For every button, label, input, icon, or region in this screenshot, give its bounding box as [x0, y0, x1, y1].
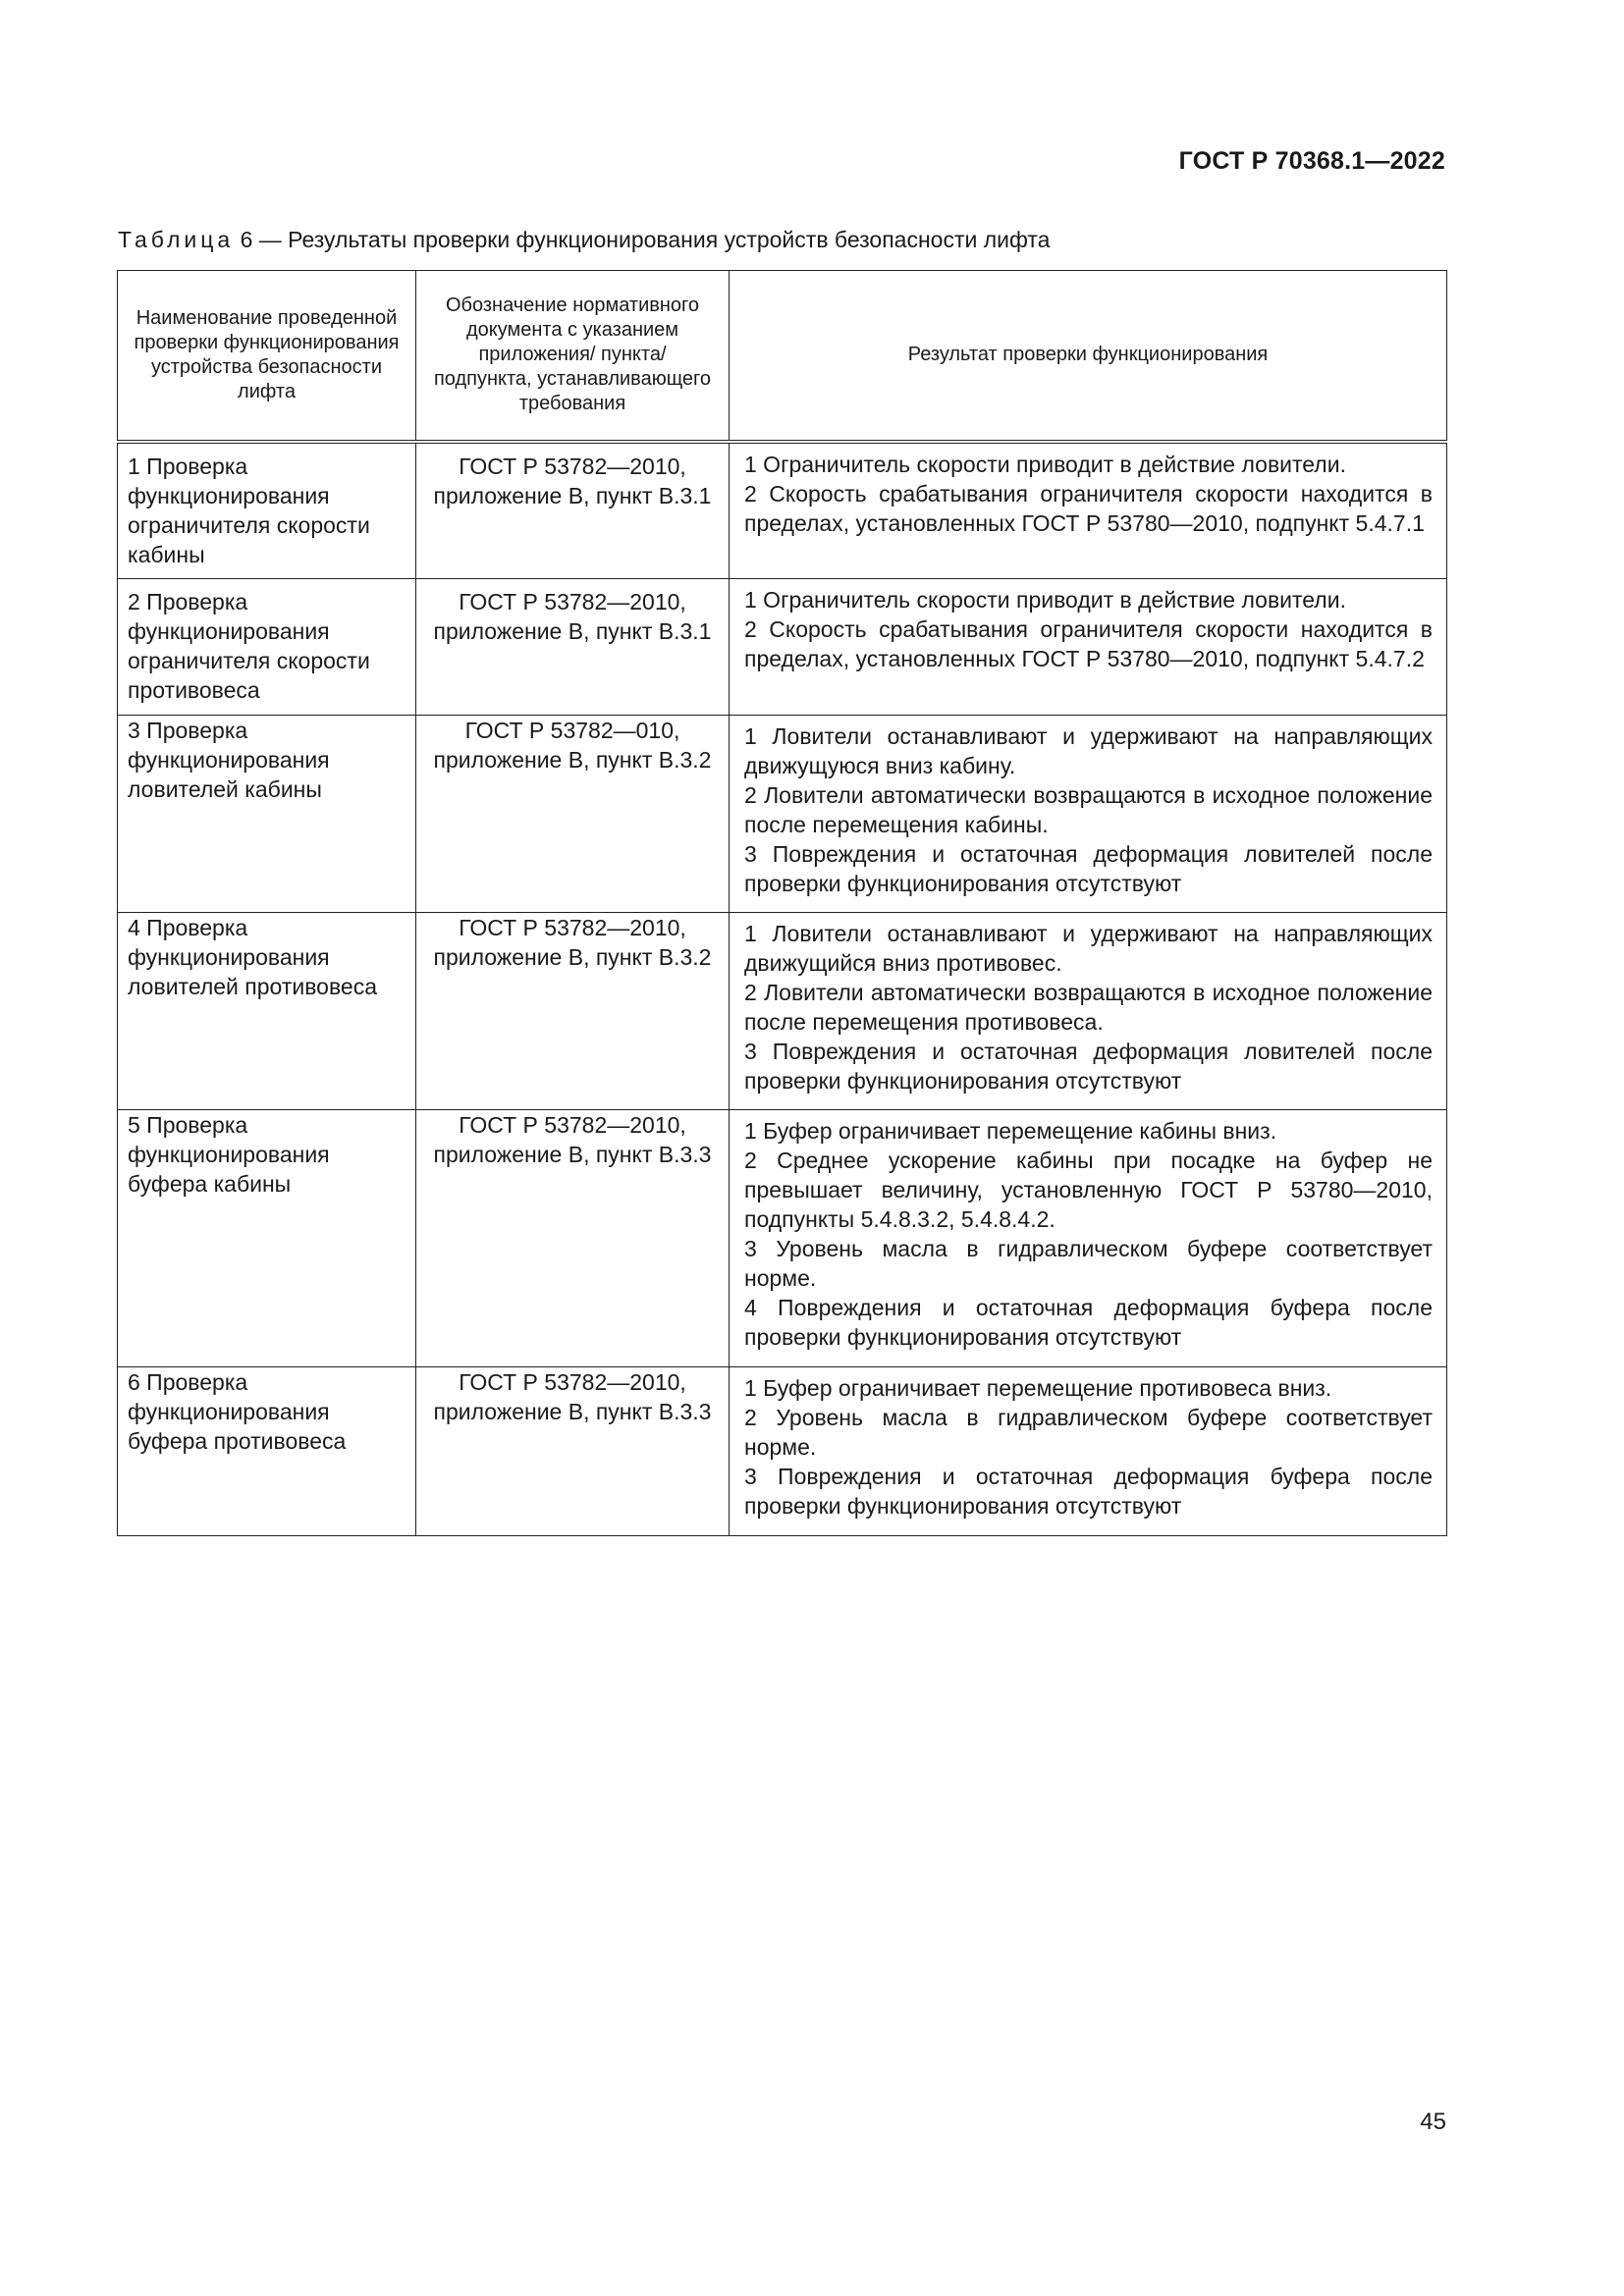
result-item: 4 Повреждения и остаточная деформация буфера после проверки функционирования отсутствуют	[744, 1295, 1433, 1350]
cell-check-name: 5 Проверка функционирования буфера кабины	[118, 1110, 416, 1367]
result-item: 1 Ловители останавливают и удерживают на направляющих движущийся вниз противовес.	[744, 921, 1433, 976]
table-caption-label: Таблица	[118, 227, 235, 252]
cell-normative-doc: ГОСТ Р 53782—2010, приложение В, пункт В.3.2	[416, 913, 730, 1110]
result-item: 1 Буфер ограничивает перемещение кабины вниз.	[744, 1118, 1277, 1144]
result-item: 3 Повреждения и остаточная деформация буфера после проверки функционирования отсутствуют	[744, 1464, 1433, 1519]
result-item: 1 Ограничитель скорости приводит в действие ловители.	[744, 451, 1346, 477]
table-caption	[118, 227, 1050, 253]
result-item: 2 Среднее ускорение кабины при посадке на буфер не превышает величину, установленную ГОСТ Р 53780—2010, подпункты 5.4.8.3.2, 5.4.8.4.2.	[744, 1148, 1433, 1232]
cell-check-name: 3 Проверка функционирования ловителей кабины	[118, 716, 416, 913]
cell-check-name: 6 Проверка функционирования буфера противовеса	[118, 1367, 416, 1536]
cell-check-name: 4 Проверка функционирования ловителей противовеса	[118, 913, 416, 1110]
result-item: 1 Ловители останавливают и удерживают на направляющих движущуюся вниз кабину.	[744, 723, 1433, 778]
table-row	[118, 579, 1447, 716]
cell-result	[730, 579, 1447, 716]
table-row	[118, 716, 1447, 913]
header-check-name: Наименование проведенной проверки функционирования устройства безопасности лифта	[118, 271, 416, 442]
result-item: 2 Скорость срабатывания ограничителя скорости находится в пределах, установленных ГОСТ Р 53780—2010, подпункт 5.4.7.2	[744, 616, 1433, 671]
header-normative-doc: Обозначение нормативного документа с указанием приложения/ пункта/подпункта, устанавливающего требования	[416, 271, 730, 442]
result-item: 2 Уровень масла в гидравлическом буфере соответствует норме.	[744, 1405, 1433, 1460]
document-code: ГОСТ Р 70368.1—2022	[1178, 147, 1445, 175]
cell-normative-doc: ГОСТ Р 53782—2010, приложение В, пункт В.3.3	[416, 1367, 730, 1536]
cell-result	[730, 442, 1447, 579]
table-row	[118, 442, 1447, 579]
results-table	[117, 270, 1447, 1536]
result-item: 3 Повреждения и остаточная деформация ловителей после проверки функционирования отсутствуют	[744, 841, 1433, 896]
cell-normative-doc: ГОСТ Р 53782—2010, приложение В, пункт В.3.1	[416, 442, 730, 579]
table-header-row	[118, 271, 1447, 442]
header-result: Результат проверки функционирования	[730, 271, 1447, 442]
table-row	[118, 913, 1447, 1110]
table-caption-text: 6 — Результаты проверки функционирования устройств безопасности лифта	[240, 227, 1051, 252]
cell-normative-doc: ГОСТ Р 53782—2010, приложение В, пункт В.3.1	[416, 579, 730, 716]
table-row	[118, 1110, 1447, 1367]
cell-normative-doc: ГОСТ Р 53782—010, приложение В, пункт В.3.2	[416, 716, 730, 913]
cell-result	[730, 1367, 1447, 1536]
result-item: 1 Буфер ограничивает перемещение противовеса вниз.	[744, 1375, 1332, 1401]
cell-check-name: 1 Проверка функционирования ограничителя скорости кабины	[118, 442, 416, 579]
table-row	[118, 1367, 1447, 1536]
cell-result	[730, 913, 1447, 1110]
result-item: 2 Ловители автоматически возвращаются в исходное положение после перемещения противовеса.	[744, 980, 1433, 1035]
cell-result	[730, 1110, 1447, 1367]
result-item: 3 Повреждения и остаточная деформация ловителей после проверки функционирования отсутствуют	[744, 1039, 1433, 1094]
result-item: 1 Ограничитель скорости приводит в действие ловители.	[744, 587, 1346, 613]
cell-result	[730, 716, 1447, 913]
result-item: 3 Уровень масла в гидравлическом буфере соответствует норме.	[744, 1236, 1433, 1291]
result-item: 2 Ловители автоматически возвращаются в исходное положение после перемещения кабины.	[744, 782, 1433, 837]
result-item: 2 Скорость срабатывания ограничителя скорости находится в пределах, установленных ГОСТ Р 53780—2010, подпункт 5.4.7.1	[744, 480, 1433, 536]
cell-check-name: 2 Проверка функционирования ограничителя скорости противовеса	[118, 579, 416, 716]
page-number: 45	[1420, 2109, 1446, 2135]
cell-normative-doc: ГОСТ Р 53782—2010, приложение В, пункт В.3.3	[416, 1110, 730, 1367]
